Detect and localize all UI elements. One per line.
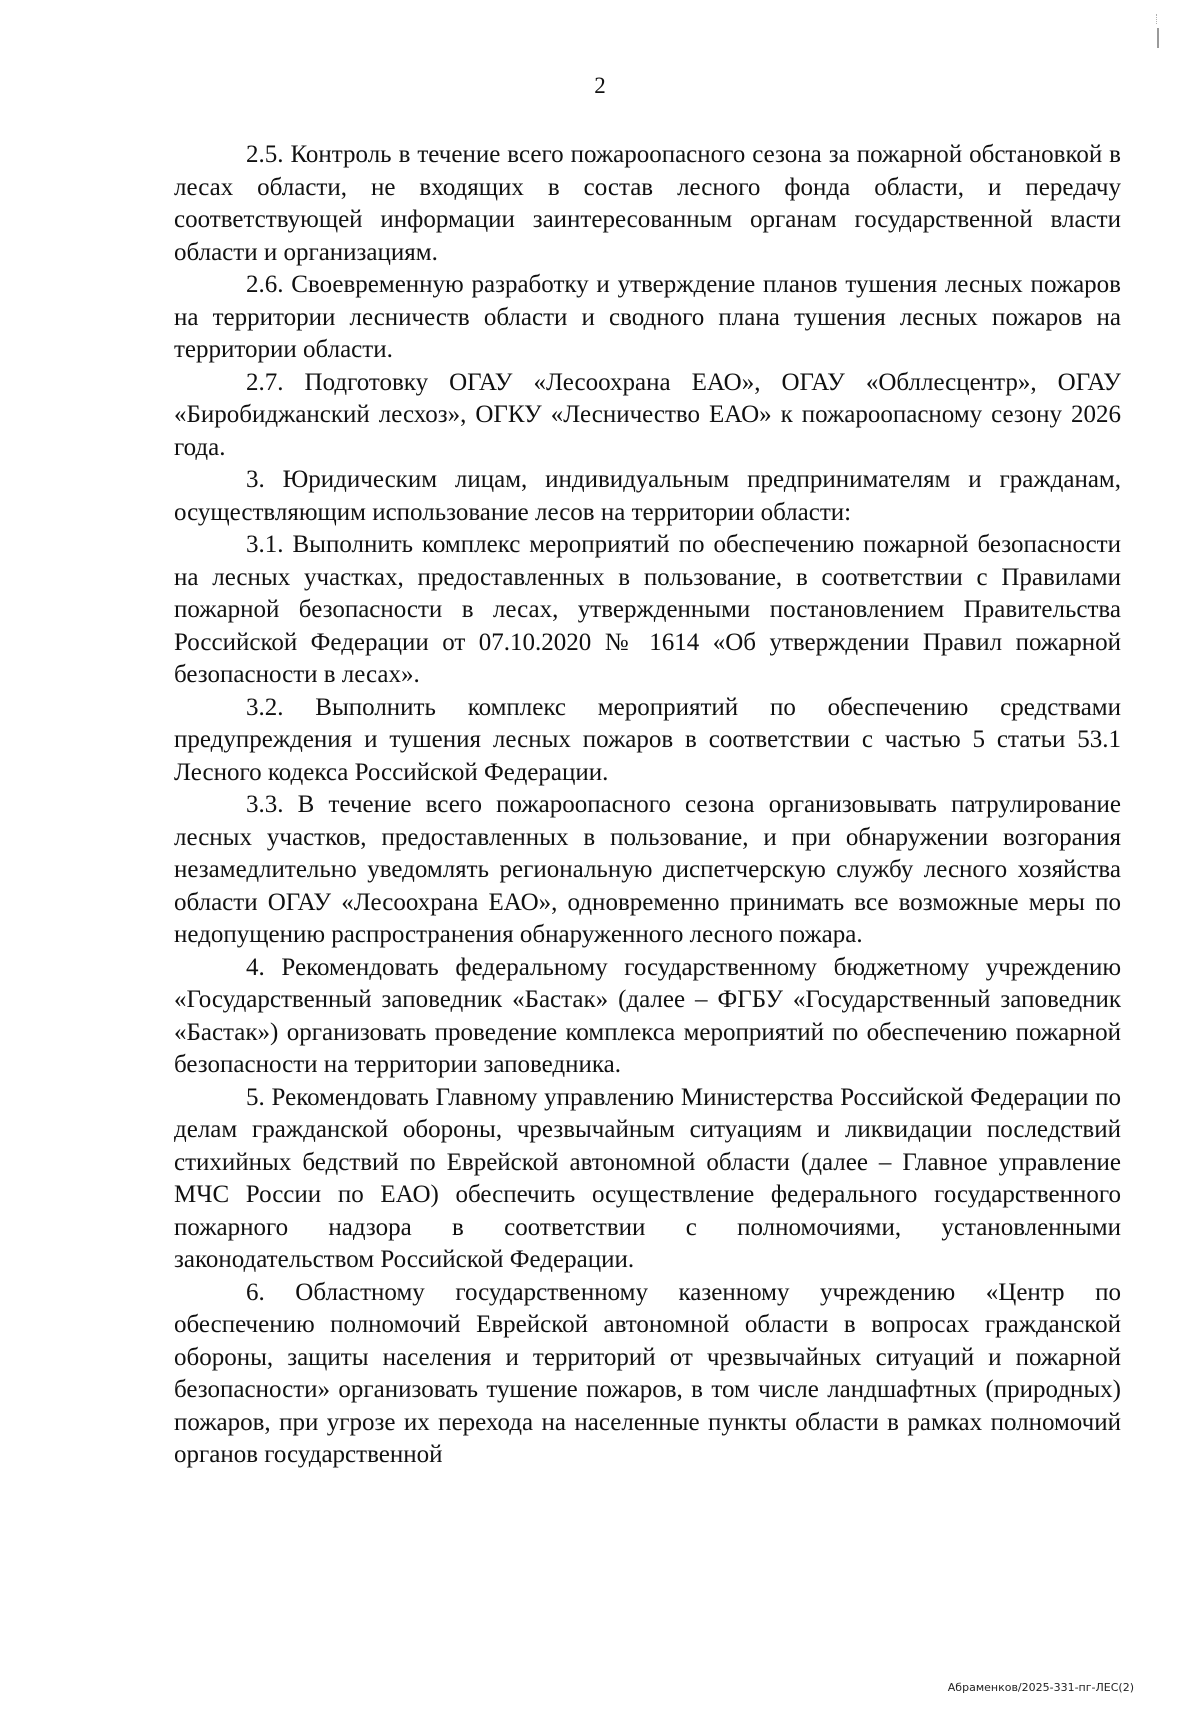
paragraph-6: 6. Областному государственному казенному учреждению «Центр по обеспечению полномочий Еврейской автономной области в вопросах гражданской обороны, защиты населения и территорий от чрезвычайных ситуаций и пожарной безопасности» организовать тушение пожаров, в том числе ландшафтных (природных) пожаров, при угрозе их перехода на населенные пункты области в рамках полномочий органов государственной: [174, 1278, 1121, 1468]
paragraph-3-2: 3.2. Выполнить комплекс мероприятий по обеспечению средствами предупреждения и тушения лесных пожаров в соответствии с частью 5 статьи 53.1 Лесного кодекса Российской Федерации.: [174, 693, 1121, 786]
paragraph-2-5: 2.5. Контроль в течение всего пожароопасного сезона за пожарной обстановкой в лесах области, не входящих в состав лесного фонда области, и передачу соответствующей информации заинтересованным органам государственной власти области и организациям.: [174, 141, 1121, 266]
paragraph-4: 4. Рекомендовать федеральному государственному бюджетному учреждению «Государственный заповедник «Бастак» (далее – ФГБУ «Государственный заповедник «Бастак») организовать проведение комплекса мероприятий по обеспечению пожарной безопасности на территории заповедника.: [174, 953, 1121, 1078]
paragraph-3: 3. Юридическим лицам, индивидуальным предпринимателям и гражданам, осуществляющим использование лесов на территории области:: [174, 466, 1121, 526]
paragraph-2-6: 2.6. Своевременную разработку и утверждение планов тушения лесных пожаров на территории лесничеств области и сводного плана тушения лесных пожаров на территории области.: [174, 271, 1121, 363]
page-number: 2: [594, 73, 606, 98]
paragraph-2-7: 2.7. Подготовку ОГАУ «Лесоохрана ЕАО», ОГАУ «Обллесцентр», ОГАУ «Биробиджанский лесхоз», ОГКУ «Лесничество ЕАО» к пожароопасному сезону 2026 года.: [174, 368, 1121, 461]
document-footer-code: Абраменков/2025-331-пг-ЛЕС(2): [947, 1681, 1134, 1694]
document-body: [174, 139, 1121, 1472]
scan-artifact: [1156, 14, 1159, 24]
paragraph-3-3: 3.3. В течение всего пожароопасного сезона организовывать патрулирование лесных участков, предоставленных в пользование, и при обнаружении возгорания незамедлительно уведомлять региональную диспетчерскую службу лесного хозяйства области ОГАУ «Лесоохрана ЕАО», одновременно принимать все возможные меры по недопущению распространения обнаруженного лесного пожара.: [174, 791, 1121, 948]
paragraph-3-1: 3.1. Выполнить комплекс мероприятий по обеспечению пожарной безопасности на лесных участках, предоставленных в пользование, в соответствии с Правилами пожарной безопасности в лесах, утвержденными постановлением Правительства Российской Федерации от 07.10.2020 № 1614 «Об утверждении Правил пожарной безопасности в лесах».: [174, 531, 1121, 688]
paragraph-5: 5. Рекомендовать Главному управлению Министерства Российской Федерации по делам гражданской обороны, чрезвычайным ситуациям и ликвидации последствий стихийных бедствий по Еврейской автономной области (далее – Главное управление МЧС России по ЕАО) обеспечить осуществление федерального государственного пожарного надзора в соответствии с полномочиями, установленными законодательством Российской Федерации.: [174, 1083, 1121, 1273]
scan-artifact: [1157, 28, 1159, 48]
